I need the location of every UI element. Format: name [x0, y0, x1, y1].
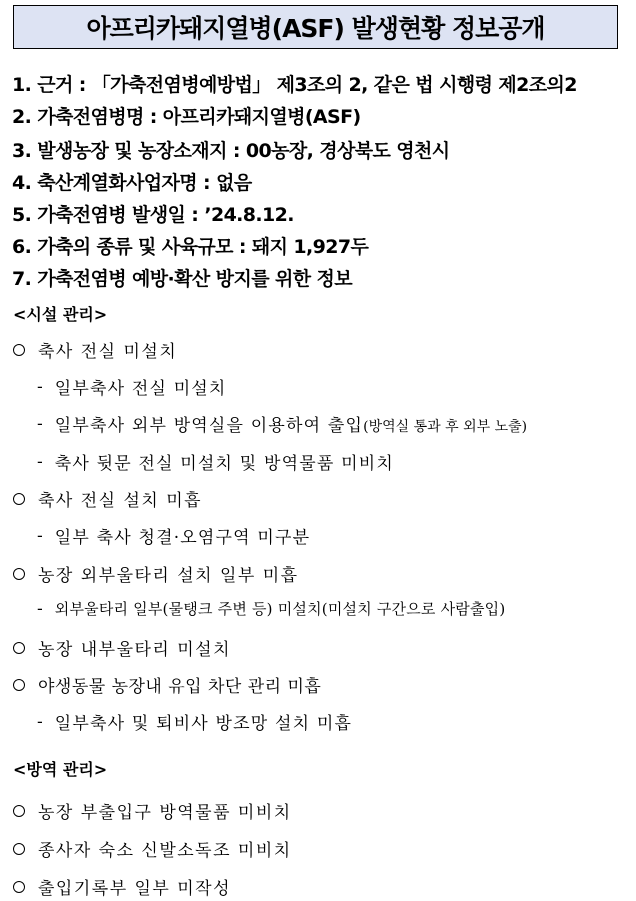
facility-sub-item	[37, 523, 310, 548]
bullet-text: 출입기록부 일부 미작성	[38, 879, 232, 899]
info-item-3	[12, 136, 450, 163]
facility-sub-item	[37, 449, 394, 474]
quarantine-section-label: <방역 관리>	[13, 760, 108, 779]
facility-bullet-5	[13, 672, 321, 697]
quarantine-bullet-3	[13, 874, 231, 899]
item-number: 4.	[12, 172, 32, 194]
facility-sub-item	[37, 411, 527, 436]
item-number: 3.	[12, 140, 32, 162]
item-text: 가축전염병 예방·확산 방지를 위한 정보	[37, 268, 352, 290]
circle-bullet-icon	[13, 642, 25, 654]
facility-section-label: <시설 관리>	[13, 305, 108, 324]
facility-bullet-4	[13, 635, 231, 660]
sub-item-text: 일부축사 전실 미설치	[54, 379, 227, 399]
bullet-text: 야생동물 농장내 유입 차단 관리 미흡	[38, 677, 322, 697]
item-number: 7.	[12, 268, 32, 290]
facility-sub-item	[37, 709, 352, 734]
circle-bullet-icon	[13, 679, 25, 691]
dash-marker: -	[37, 451, 43, 472]
info-item-7	[12, 264, 352, 291]
item-text: 근거 : 「가축전염병예방법」 제3조의 2, 같은 법 시행령 제2조의2	[37, 74, 577, 96]
quarantine-bullet-1	[13, 798, 292, 823]
bullet-text: 농장 내부울타리 미설치	[38, 640, 232, 660]
dash-marker: -	[37, 413, 43, 434]
item-text: 발생농장 및 농장소재지 : 00농장, 경상북도 영천시	[37, 140, 450, 162]
dash-marker: -	[37, 598, 43, 619]
circle-bullet-icon	[13, 493, 25, 505]
circle-bullet-icon	[13, 805, 25, 817]
facility-bullet-1	[13, 337, 177, 362]
item-text: 축산계열화사업자명 : 없음	[37, 172, 252, 194]
bullet-text: 축사 전실 설치 미흡	[38, 491, 203, 511]
facility-bullet-2	[13, 486, 202, 511]
title-box	[13, 5, 618, 49]
sub-item-text: 외부울타리 일부(물탱크 주변 등) 미설치(미설치 구간으로 사람출입)	[54, 600, 506, 618]
dash-marker: -	[37, 376, 43, 397]
info-item-2	[12, 102, 361, 129]
circle-bullet-icon	[13, 344, 25, 356]
info-item-5	[12, 200, 294, 227]
info-item-6	[12, 232, 368, 259]
facility-sub-item	[37, 374, 227, 399]
quarantine-bullet-2	[13, 836, 292, 861]
dash-marker: -	[37, 711, 43, 732]
circle-bullet-icon	[13, 881, 25, 893]
bullet-text: 종사자 숙소 신발소독조 미비치	[38, 841, 292, 861]
item-text: 가축의 종류 및 사육규모 : 돼지 1,927두	[37, 236, 369, 258]
sub-item-text: 일부축사 및 퇴비사 방조망 설치 미흡	[54, 714, 353, 734]
item-number: 6.	[12, 236, 32, 258]
info-item-1	[12, 70, 577, 97]
dash-marker: -	[37, 525, 43, 546]
circle-bullet-icon	[13, 568, 25, 580]
item-number: 2.	[12, 106, 32, 128]
bullet-text: 농장 부출입구 방역물품 미비치	[38, 803, 292, 823]
sub-item-text: 일부 축사 청결·오염구역 미구분	[54, 528, 311, 548]
item-number: 5.	[12, 204, 32, 226]
item-text: 가축전염병명 : 아프리카돼지열병(ASF)	[37, 106, 361, 128]
facility-bullet-3	[13, 561, 299, 586]
sub-item-text: 축사 뒷문 전실 미설치 및 방역물품 미비치	[54, 454, 394, 474]
bullet-text: 농장 외부울타리 설치 일부 미흡	[38, 566, 299, 586]
page-title: 아프리카돼지열병(ASF) 발생현황 정보공개	[86, 14, 545, 43]
bullet-text: 축사 전실 미설치	[38, 342, 178, 362]
item-text: 가축전염병 발생일 : ’24.8.12.	[37, 204, 294, 226]
circle-bullet-icon	[13, 843, 25, 855]
sub-item-text: 일부축사 외부 방역실을 이용하여 출입(방역실 통과 후 외부 노출)	[54, 416, 528, 436]
item-number: 1.	[12, 74, 32, 96]
facility-sub-item	[37, 598, 505, 619]
info-item-4	[12, 168, 252, 195]
